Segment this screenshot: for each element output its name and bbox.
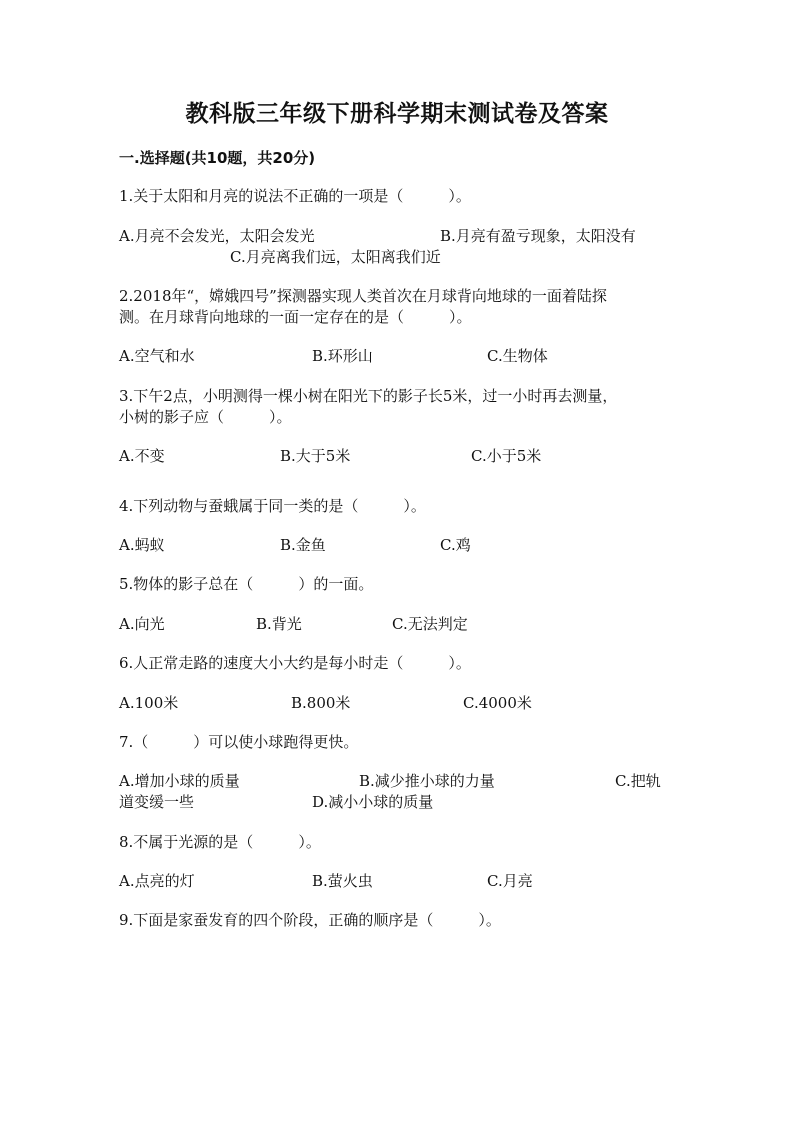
- question-6-option-a: A.100米: [119, 694, 179, 712]
- question-2-text-line2: 测。在月球背向地球的一面一定存在的是（ ）。: [119, 308, 472, 326]
- question-8-text: 8.不属于光源的是（ ）。: [119, 833, 321, 851]
- question-4-option-a: A.蚂蚁: [119, 536, 165, 554]
- question-7-option-c-part1: C.把轨: [615, 772, 661, 790]
- question-3-text-line1: 3.下午2点，小明测得一棵小树在阳光下的影子长5米，过一小时再去测量，: [119, 387, 618, 405]
- question-7-option-a: A.增加小球的质量: [119, 772, 240, 790]
- question-9-text: 9.下面是家蚕发育的四个阶段，正确的顺序是（ ）。: [119, 911, 501, 929]
- question-5-option-c: C.无法判定: [392, 615, 468, 633]
- question-1-option-c: C.月亮离我们远，太阳离我们近: [230, 248, 441, 266]
- question-7-text: 7.（ ）可以使小球跑得更快。: [119, 733, 359, 751]
- question-8-option-c: C.月亮: [487, 872, 533, 890]
- question-3-text-line2: 小树的影子应（ ）。: [119, 408, 292, 426]
- question-4-option-b: B.金鱼: [280, 536, 326, 554]
- question-5-option-b: B.背光: [256, 615, 302, 633]
- question-5-text: 5.物体的影子总在（ ）的一面。: [119, 575, 374, 593]
- question-6-option-b: B.800米: [291, 694, 351, 712]
- question-2-text-line1: 2.2018年“，嫦娥四号”探测器实现人类首次在月球背向地球的一面着陆探: [119, 287, 607, 305]
- question-8-option-a: A.点亮的灯: [119, 872, 195, 890]
- question-1-option-a: A.月亮不会发光，太阳会发光: [119, 227, 315, 245]
- question-8-option-b: B.萤火虫: [312, 872, 373, 890]
- question-6-option-c: C.4000米: [463, 694, 532, 712]
- question-6-text: 6.人正常走路的速度大小大约是每小时走（ ）。: [119, 654, 471, 672]
- question-2-option-c: C.生物体: [487, 347, 548, 365]
- question-3-option-a: A.不变: [119, 447, 165, 465]
- question-4-option-c: C.鸡: [440, 536, 471, 554]
- question-2-option-a: A.空气和水: [119, 347, 195, 365]
- question-2-option-b: B.环形山: [312, 347, 373, 365]
- question-5-option-a: A.向光: [119, 615, 165, 633]
- question-3-option-c: C.小于5米: [471, 447, 542, 465]
- question-3-option-b: B.大于5米: [280, 447, 351, 465]
- question-1-option-b: B.月亮有盈亏现象，太阳没有: [440, 227, 636, 245]
- question-1-text: 1.关于太阳和月亮的说法不正确的一项是（ ）。: [119, 187, 471, 205]
- exam-title: 教科版三年级下册科学期末测试卷及答案: [185, 101, 609, 127]
- question-7-option-d: D.减小小球的质量: [312, 793, 434, 811]
- question-4-text: 4.下列动物与蚕蛾属于同一类的是（ ）。: [119, 497, 426, 515]
- question-7-option-b: B.减少推小球的力量: [359, 772, 495, 790]
- question-7-option-c-part2: 道变缓一些: [119, 793, 195, 811]
- section-heading: 一.选择题(共10题，共20分): [119, 149, 316, 167]
